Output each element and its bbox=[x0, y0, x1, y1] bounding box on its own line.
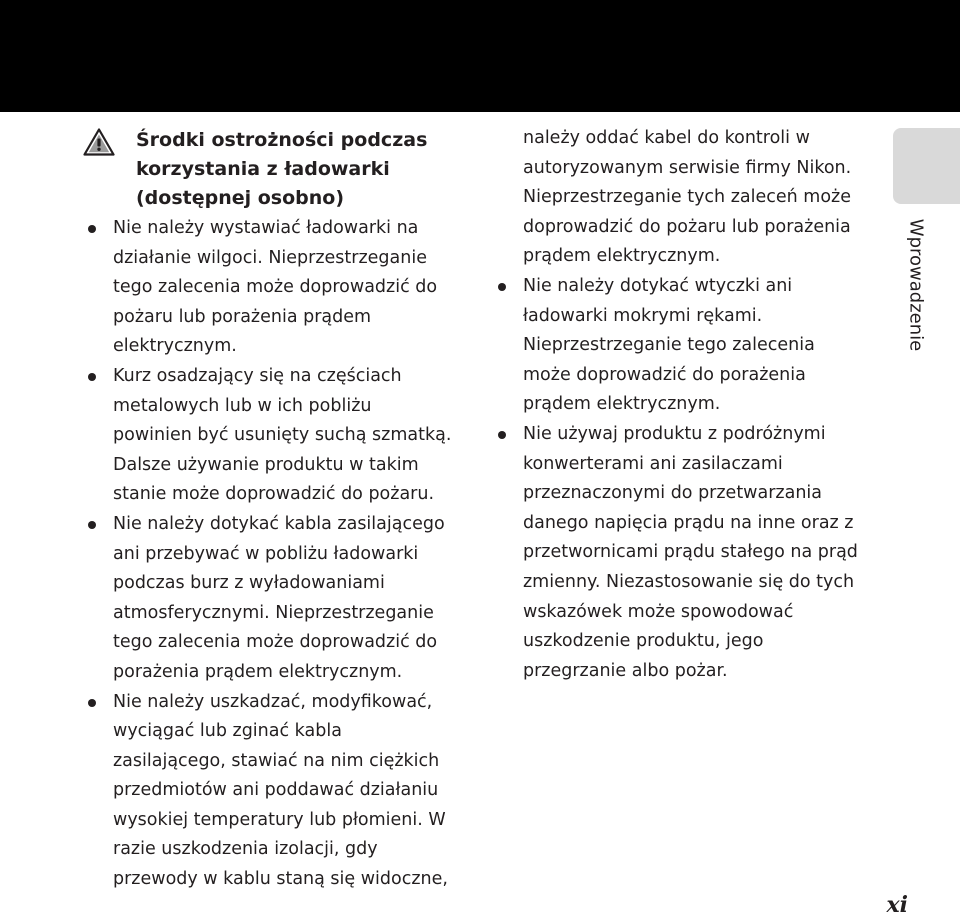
text-line: stanie może doprowadzić do pożaru. bbox=[113, 484, 435, 505]
text-line: przetwornicami prądu stałego na prąd bbox=[523, 542, 858, 563]
text-line: Nie należy dotykać wtyczki ani bbox=[523, 275, 793, 296]
text-line: powinien być usunięty suchą szmatką. bbox=[113, 425, 452, 446]
right-column bbox=[498, 124, 878, 686]
text-line: Nie należy dotykać kabla zasilającego bbox=[113, 513, 445, 534]
text-line: przewody w kablu staną się widoczne, bbox=[113, 869, 448, 890]
text-line: tego zalecenia może doprowadzić do bbox=[113, 277, 438, 298]
text-line: wysokiej temperatury lub płomieni. W bbox=[113, 809, 446, 830]
list-item bbox=[88, 688, 468, 895]
text-line: ani przebywać w pobliżu ładowarki bbox=[113, 543, 419, 564]
text-line: Nie należy uszkadzać, modyfikować, bbox=[113, 691, 433, 712]
warning-triangle-icon bbox=[83, 128, 115, 156]
list-item bbox=[88, 510, 468, 688]
list-item bbox=[498, 272, 878, 420]
heading-line: Środki ostrożności podczas bbox=[136, 129, 428, 151]
bullet-icon bbox=[498, 431, 506, 439]
text-line: wskazówek może spowodować bbox=[523, 601, 794, 622]
text-line: przegrzanie albo pożar. bbox=[523, 660, 728, 681]
text-line: uszkodzenie produktu, jego bbox=[523, 631, 764, 652]
text-line: elektrycznym. bbox=[113, 336, 237, 357]
list-item bbox=[498, 420, 878, 686]
text-line: wyciągać lub zginać kabla bbox=[113, 721, 342, 742]
text-line: autoryzowanym serwisie firmy Nikon. bbox=[523, 157, 852, 178]
text-line: prądem elektrycznym. bbox=[523, 246, 721, 267]
text-line: razie uszkodzenia izolacji, gdy bbox=[113, 839, 378, 860]
section-tab-text: Wprowadzenie bbox=[905, 218, 927, 352]
text-line: przeznaczonymi do przetwarzania bbox=[523, 483, 823, 504]
top-bar bbox=[0, 0, 960, 112]
text-line: Dalsze używanie produktu w takim bbox=[113, 454, 419, 475]
list-item bbox=[88, 362, 468, 510]
text-line: przedmiotów ani poddawać działaniu bbox=[113, 780, 439, 801]
text-line: danego napięcia prądu na inne oraz z bbox=[523, 512, 854, 533]
text-line: Nie należy wystawiać ładowarki na bbox=[113, 218, 419, 238]
left-column bbox=[88, 214, 468, 895]
bullet-icon bbox=[88, 225, 96, 233]
text-line: Nieprzestrzeganie tych zaleceń może bbox=[523, 187, 851, 208]
text-line: zasilającego, stawiać na nim ciężkich bbox=[113, 750, 440, 771]
text-line: zmienny. Niezastosowanie się do tych bbox=[523, 571, 855, 592]
list-item bbox=[88, 214, 468, 362]
text-line: może doprowadzić do porażenia bbox=[523, 364, 806, 385]
text-line: działanie wilgoci. Nieprzestrzeganie bbox=[113, 247, 427, 268]
bullet-icon bbox=[88, 521, 96, 529]
text-line: należy oddać kabel do kontroli w bbox=[523, 128, 810, 148]
bullet-icon bbox=[88, 373, 96, 381]
bullet-icon bbox=[88, 699, 96, 707]
text-line: Nie używaj produktu z podróżnymi bbox=[523, 423, 826, 444]
text-line: doprowadzić do pożaru lub porażenia bbox=[523, 216, 851, 237]
text-line: atmosferycznymi. Nieprzestrzeganie bbox=[113, 602, 434, 623]
section-heading bbox=[136, 126, 466, 213]
text-line: Nieprzestrzeganie tego zalecenia bbox=[523, 335, 815, 356]
text-line: Kurz osadzający się na częściach bbox=[113, 365, 402, 386]
section-tab-label bbox=[901, 220, 931, 350]
heading-line: korzystania z ładowarki bbox=[136, 158, 390, 180]
text-line: tego zalecenia może doprowadzić do bbox=[113, 632, 438, 653]
bullet-icon bbox=[498, 283, 506, 291]
heading-line: (dostępnej osobno) bbox=[136, 187, 345, 209]
text-line: pożaru lub porażenia prądem bbox=[113, 306, 372, 327]
text-line: podczas burz z wyładowaniami bbox=[113, 573, 385, 594]
continued-paragraph bbox=[498, 124, 878, 272]
text-line: metalowych lub w ich pobliżu bbox=[113, 395, 372, 416]
text-line: prądem elektrycznym. bbox=[523, 394, 721, 415]
text-line: porażenia prądem elektrycznym. bbox=[113, 661, 403, 682]
section-tab bbox=[893, 128, 960, 204]
text-line: ładowarki mokrymi rękami. bbox=[523, 305, 763, 326]
page-number: xi bbox=[886, 892, 908, 918]
text-line: konwerterami ani zasilaczami bbox=[523, 453, 783, 474]
